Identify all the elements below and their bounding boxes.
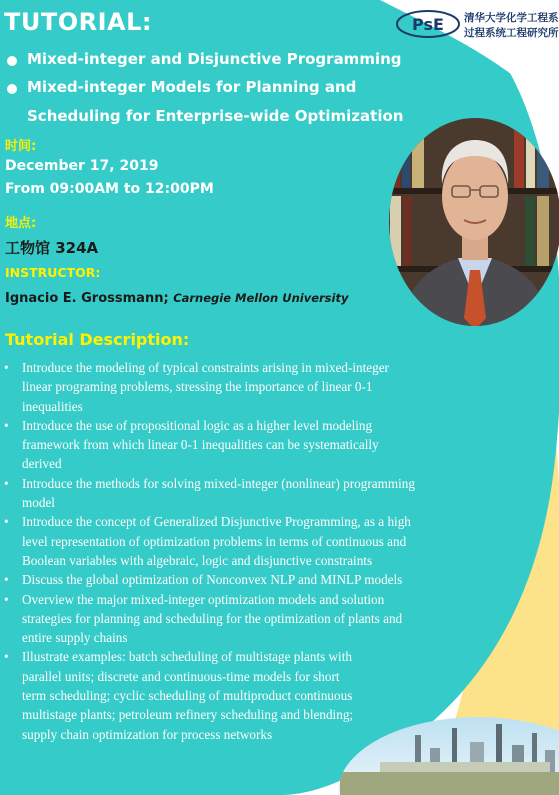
- description-item: • Overview the major mixed-integer optimization models and solution strategies for planning and scheduling for the optimization of plants and entire supply chains: [4, 590, 514, 648]
- bullet-dot-icon: [7, 84, 17, 94]
- event-time: From 09:00AM to 12:00PM: [5, 181, 214, 197]
- topic-2: Mixed-integer Models for Planning and: [27, 78, 357, 96]
- instructor-label: INSTRUCTOR:: [5, 265, 101, 280]
- logo-line-2: 过程系统工程研究所: [464, 27, 559, 39]
- description-item: • Introduce the methods for solving mixed-integer (nonlinear) programming model: [4, 474, 514, 513]
- instructor-line: [5, 291, 348, 306]
- instructor-name: Ignacio E. Grossmann;: [5, 291, 169, 306]
- topic-2-continued: Scheduling for Enterprise-wide Optimization: [27, 107, 404, 125]
- pse-logo: [396, 10, 559, 40]
- description-title: Tutorial Description:: [5, 330, 190, 349]
- pse-logo-mark: [396, 10, 460, 38]
- svg-text:PsE: PsE: [412, 15, 444, 34]
- place-label: 地点:: [5, 216, 37, 231]
- topic-1: Mixed-integer and Disjunctive Programming: [27, 50, 402, 68]
- description-item: • Introduce the concept of Generalized Disjunctive Programming, as a high level representation of optimization problems in terms of continuous and Boolean variables with algebraic, logic and disjunctive constraints: [4, 512, 514, 570]
- description-item: • Discuss the global optimization of Nonconvex NLP and MINLP models: [4, 570, 514, 589]
- description-item: • Introduce the use of propositional logic as a higher level modeling framework from which linear 0-1 inequalities can be systematically derived: [4, 416, 514, 474]
- description-item: • Illustrate examples: batch scheduling of multistage plants with parallel units; discrete and continuous-time models for short term scheduling; cyclic scheduling of multiproduct continuous multistage plants; petroleum refinery scheduling and blending; supply chain optimization for process networks: [4, 647, 514, 743]
- description-item: • Introduce the modeling of typical constraints arising in mixed-integer linear programing problems, stressing the importance of linear 0-1 inequalities: [4, 358, 514, 416]
- description-list: [4, 358, 514, 744]
- logo-line-1: 清华大学化学工程系: [464, 12, 559, 24]
- page-title: TUTORIAL:: [4, 8, 153, 36]
- event-date: December 17, 2019: [5, 158, 159, 174]
- instructor-affiliation: Carnegie Mellon University: [173, 291, 349, 305]
- bullet-dot-icon: [7, 56, 17, 66]
- event-place: 工物馆 324A: [5, 239, 99, 257]
- time-label: 时间:: [5, 139, 37, 154]
